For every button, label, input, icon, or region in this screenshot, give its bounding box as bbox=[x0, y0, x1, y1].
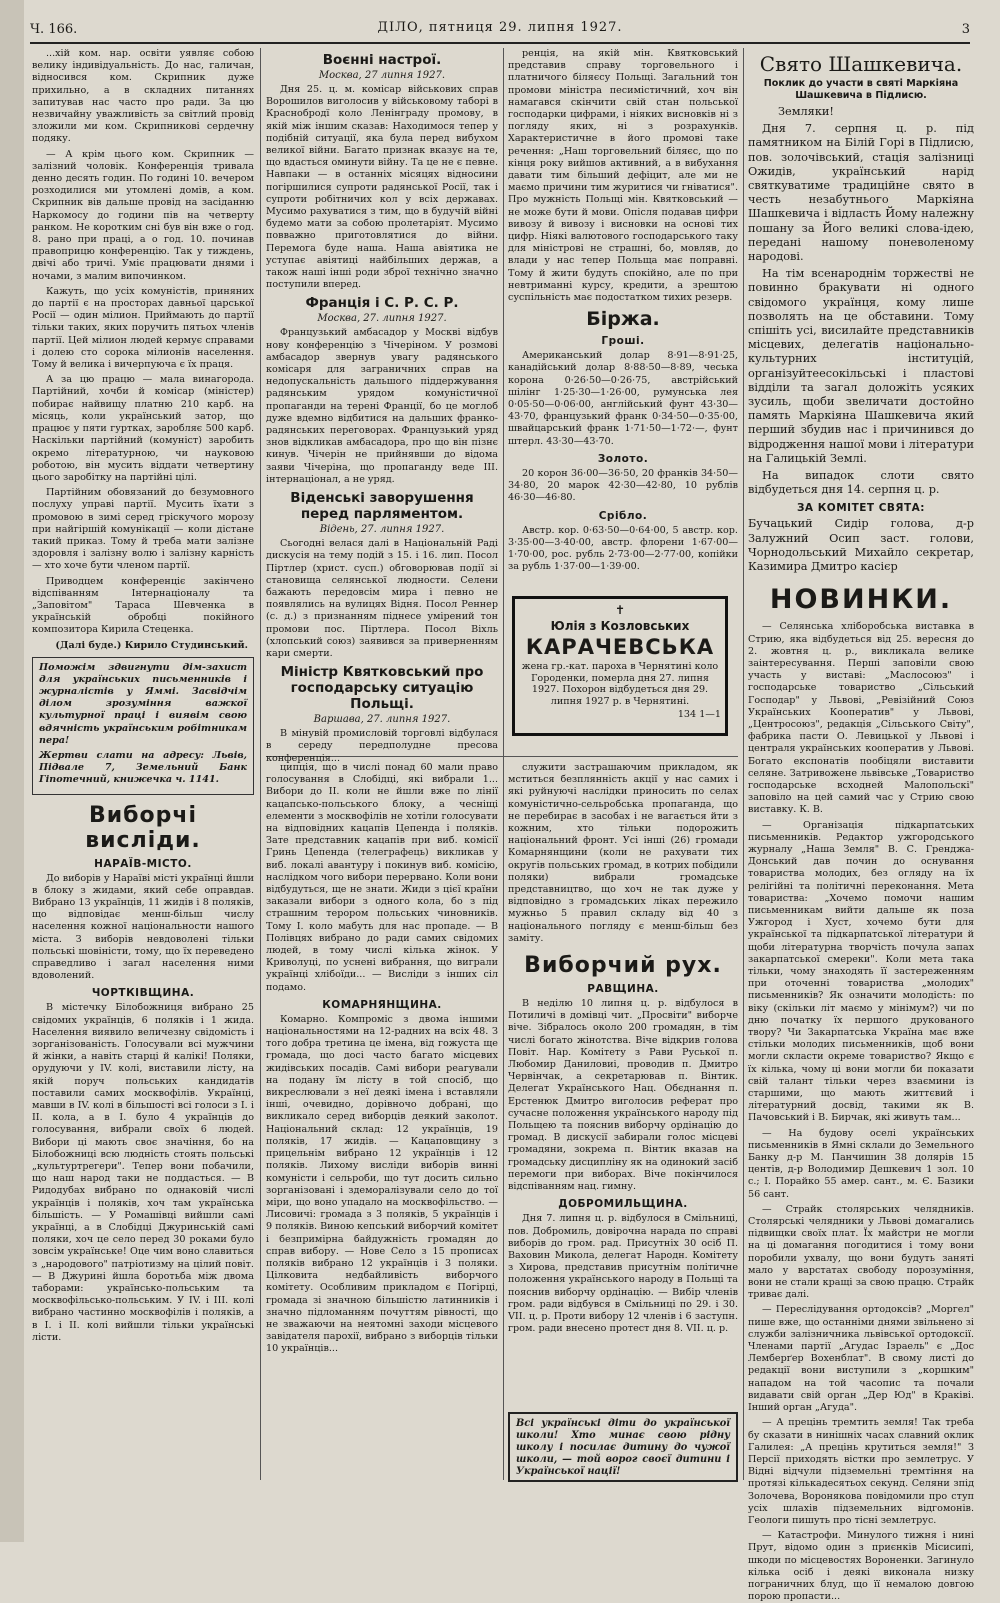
article-text: ципція, що в числі понад 60 мали право голосування в Слобідці, які вибрали 1... Вибори до II. коли не йшли вже по лінії кацапсько-польського блоку, а чесніщі елементи з москвофілів не хотіли голосувати на відповідних кацапів Цепенда і поляків. Зате представник кацапів при виб. комісії Гринь Цепенда (телеграфець) викликав у виб. локалі авантуру і покинув виб. комісію, наслідком чого вибори перервано. Коли вони відбудуться, ще не знати. Жиди з цієї країни заказали вибори з одного кола, бо з під страшним терором польських чиновників. Тому I. коло мабуть для нас пропаде. — В Полівцях вибрано до ради самих свідомих людей, в тому числі кілька жінок. У Криволуці, по уснені вибрання, що виграли українці хлібоїди... — Висліди з інших сіл подамо. bbox=[266, 762, 498, 993]
subhead-gold: Золото. bbox=[597, 452, 649, 465]
column-rule bbox=[743, 48, 744, 1480]
article-text: Французький амбасадор у Москві відбув нову конференцію з Чічеріном. У розмові амбасадор звернув увагу радянського комісаря для заграничних справ на недопускальність дальшого піддержування радянським урядом комуністичної пропаганди на терені Франції, бо це моглоб дуже вдемно відбитися на дальших франко-радянських переговорах. Французький уряд знов відкликав амбасадора, про що він пізнє кинув. Чічерін не прийнявши до відома заяви Чічеріна, що пропаганду веде III. інтернаціонал, а не уряд. bbox=[266, 327, 498, 485]
subhead-money: Гроші. bbox=[601, 335, 645, 348]
subhead-komarno: КОМАРНЯНЩИНА. bbox=[322, 998, 442, 1011]
article-text: В неділю 10 липня ц. р. відбулося в Потиличі в домівці чит. „Просвіти" виборче віче. Зібралось около 200 громадян, в тім числі богато жінотства. Віче відкрив голова Повіт. Нар. Комітету з Рави Руської п. Любомир Даниловиі, проводив п. Дмитро Червінчак, а секретарював п. Вінтик. Делегат Українського Нац. Обєднання п. Ерстенюк Дмитро виголосив реферат про сучасне положення українського народу під Польщею та пояснив виборчу ордінацію до громад. В дискусії забирали голос місцеві громадяни, зокрема п. Вінтик вказав на громадську дисципліну як на одинокий засіб перемоги при виборах. Віче покінчилося відспіванням нац. гимну. bbox=[508, 998, 738, 1193]
exchange-rates-money: Американський долар 8·91—8·91·25, канадійський долар 8·88·50—8·89, чеська корона 0·26·50—0·26·75, австрійський шілінг 1·25·30—1·26·00, румунська лея 0·05·50—0·06·00, англійський фунт 43·30—43·70, французький франк 0·34·50—0·35·00, швайцарський франк 1·71·50—1·72·—, фунт штерл. 43·30—43·70. bbox=[508, 350, 738, 447]
committee-members: Бучацький Сидір голова, д-р Залужний Осип заст. голови, Чорнодольський Михайло секретар, Казимира Дмитро касієр bbox=[748, 517, 974, 574]
page-number: 3 bbox=[961, 22, 970, 37]
obituary-surname: КАРАЧЕВСЬКА bbox=[525, 635, 715, 659]
subhead-narayiv: НАРАЇВ-МІСТО. bbox=[94, 857, 192, 870]
exchange-rates-silver: Австр. кор. 0·63·50—0·64·00, 5 австр. кор. 3·35·00—3·40·00, австр. флорени 1·67·00—1·70·00, рос. рубль 2·73·00—2·77·00, копійки за рубль 1·37·00—1·39·00. bbox=[508, 524, 738, 573]
article-text: А за цю працю — мала винагорода. Партійний, хочби й комісар (міністер) побирає найвищу платню 210 карб. на місяць, коли український затор, що працює у пяти гуртках, заробляє 500 карб. Наскільки партійний (комуніст) заробить окремо літературною, чи науковою роботою, він мусить віддати четвертину цього заробітку на партійні цілі. bbox=[32, 374, 254, 483]
headline-shashkevych-feast: Свято Шашкевича. bbox=[759, 52, 963, 76]
appeal-box bbox=[32, 657, 254, 795]
column-rule bbox=[260, 48, 261, 1480]
article-text: В містечку Білобожниця вибрано 25 свідомих українців, 6 поляків і 1 жида. Населення виявило величезну свідомість і зорганізованість. Голосували всі мужчини й жінки, а навіть старці й калікі! Поляки, орудуючи у IV. колі, виставили лісту, на якій поруч польських кандидатів поставили самих москвофілів. Українці, мавши в IV. колі в більшості всі голоси з I. і II. кола, а в I. було 4 українців до голосування, вибрали своїх 6 людей. Вибори ці мають своє значіння, бо на Білобожниці всю людність стоять польські „культуртрегери". Тепер вони побачили, що наш народ таки не поддасться. — В Ридодубах вибрано по однаковій числі українців і поляків, хоч там українська більшість. — У Ромашівці вийшли самі українці, а в Слобідці Джуринській самі поляки, хоч це село перед 30 роками було зовсім українське! Оце чим воно славиться з „народового" патріотизму на цілий повіт. — В Джурині йшла боротьба між двома таборами: українсько-польським та москвофільсько-польським. У IV. і III. колі вибрано частинно москвофілів і поляків, а в I. і II. колі вийшли тільки українські лісти. bbox=[32, 1002, 254, 1343]
obituary-maiden-name: Юлія з Козловських bbox=[550, 619, 690, 633]
headline-news: НОВИНКИ. bbox=[769, 584, 953, 616]
article-text: ренція, на якій мін. Квятковський представив справу торговельного і платничого біляєсу Польщі. Загальний тон промови міністра песимістичний, хоч він намагався скінчити свій стан польської господарки цифрами, і ніяких висновків ні з погляду яких, ні з розрахунків. Характеристичне в його промові таке речення: „Наш торговельний біляєс, що по кінця року вийшов активний, а в вибухання давати тим більший дефіцит, але ми не маємо причини тим журитися чи гніватися". Про мужність Польщі мін. Квятковський — не може бути й мови. Опісля подавав цифри вивозу й вивозу і висновки на основі тих цифр. Ніякі валютового господарського таку для міністрові не страшні, бо, мовляв, до влади у нас тепер Польща має поправні. Тому й жити будуть спокійно, але по при невтриманні курсу, кредити, а зрештою суспільність має подостатком тихих резерв. bbox=[508, 48, 738, 304]
article-text: Дня 7. серпня ц. р. під памятником на Білій Горі в Підлисю, пов. золочівський, стація залізниці Ожидів, український нарід святкуватиме традиційне свято в честь незабутнього Маркіяна Шашкевича і відласть Йому належну пошану за Його великі слова-ідею, передані нашому поневоленому народові. bbox=[748, 122, 974, 264]
appeal-text: Поможім здвигнути дім-захист для українських письменників і журналістів у Яммі. Засвідчім ділом зрозуміння важкої культурної праці і виявім свою вдячність українським робітникам пера! bbox=[39, 661, 247, 746]
headline-france-ussr: Франція і С. Р. С. Р. bbox=[305, 295, 459, 312]
news-item: — На будову оселі українських письменників в Ямні склали до Земельного Банку д-р М. Панчишин 38 долярів 15 центів, д-р Володимир Дешкевич 1 зол. 10 с.; І. Порайко 55 амер. сант., м. Є. Базики 56 сант. bbox=[748, 1127, 974, 1200]
headline-election-movement: Виборчий рух. bbox=[524, 953, 722, 979]
paper-title-date: ДІЛО, пятниця 29. липня 1927. bbox=[377, 20, 623, 35]
article-text: В мінувій промисловій торговлі відбулася в середу передполудне пресова конференція... bbox=[266, 728, 498, 764]
article-text: На випадок слоти свято відбудеться дня 14. серпня ц. р. bbox=[748, 469, 974, 497]
news-item: — А прецінь тремтить земля! Так треба бу сказати в нинішніх часах славний оклик Галилея: „А прецінь крутиться земля!" З Персії приходять вістки про землетрус. У Відні відчули підземельні тремтіння на протязі кількадесятьох секунд. Селяни зпід Золочева, Воронякова повідомили про ступ усіх шлахів підземельних відгомонів. Геологи пишуть про тісні землетрус. bbox=[748, 1417, 974, 1526]
dateline: Відень, 27. липня 1927. bbox=[319, 524, 445, 536]
obituary-text: жена гр.-кат. пароха в Чернятині коло Городенки, померла дня 27. липня 1927. Похорон відбудеться дня 29. липня 1927 р. в Чернятині. bbox=[521, 661, 719, 707]
article-text: На тім всенароднім торжестві не повинно бракувати ні одного свідомого українця, кому лише позволять на це обставини. Тому спішіть усі, висилайте представників місцевих, делегатів національно-культурних інституцій, організуйтеесокільські і пластові відділи та загал доложіть усяких зусиль, щоби звеличати достойно память Маркіяна Шашкевича який перший збудив нас і причинився до відродження нашої мови і літератури на Галицькій Землі. bbox=[748, 267, 974, 465]
subhead-dobromyl: ДОБРОМИЛЬЩИНА. bbox=[558, 1198, 688, 1211]
masthead bbox=[30, 18, 970, 44]
article-text: Дня 25. ц. м. комісар військових справ Ворошилов виголосив у військовому таборі в Краснобродї коло Ленінграду промову, в якій між іншим сказав: Находимося тепер у подібній ситуації, яка була перед вибухом великої війни. Багато признак вказує на те, що вдасться оминути війну. Та це не є певне. Навпаки — в останніх місяцях відносини погіршилися супроти радянської Росії, так і супроти робітничих кол у всіх державах. Мусимо рахуватися з тим, що в будучій війні будемо мати за собою пролетаріят. Мусимо повважно приготовлятися до війни. Перемога буде наша. Наша авіятика не уступає авіятиці найбільших держав, а також наші інші роди зброї технічно значно поступили вперед. bbox=[266, 84, 498, 291]
cross-icon: ✝ bbox=[614, 603, 626, 617]
article-text: Кажуть, що усіх комуністів, приняних до партії є на просторах давньої царської Росії — один мілион. Приймають до партії тільки таких, яких поручить пятьох членів партії. Цей мілион людей кермує справами і долею сто сорока мілионів населення. Тому й велика і вичерпуюча є їх праця. bbox=[32, 285, 254, 371]
news-item: — Переслідування ортодоксів? „Моргел" пише вже, що останніми днями звільнено зі служби залізничника львівської ортодоксії. Членами партії „Агудас Ізраель" є „Дос Лемберґер Вохенблат". В свому листі до редакції вони виступили з „коршким" нападом на той часопис та почали видавати свій орган „Дер Юд" в Краківі. Інший орган „Агуда". bbox=[748, 1304, 974, 1414]
headline-war-moods: Воєнні настрої. bbox=[322, 52, 442, 68]
article-signature: (Далі буде.) Кирило Студинський. bbox=[55, 639, 248, 651]
appeal-address: Жертви слати на адресу: Львів, Підвале 7, Земельний Банк Гіпотечний, книжечка ч. 1141. bbox=[39, 749, 247, 786]
dateline: Москва, 27 липня 1927. bbox=[318, 70, 446, 81]
headline-exchange: Біржа. bbox=[586, 308, 660, 331]
news-item: — Страйк столярських челядників. Столярські челядники у Львові домагались підвищки своїх плат. Їх майстри не могли на ці домагання погодитися і тому вони поробили ухвалу, що вони будуть заняті мало у варстатах свободу порозуміння, вони не стали кращі за свою працю. Страйк триває далі. bbox=[748, 1203, 974, 1301]
column-2 bbox=[266, 48, 498, 764]
headline-election-results: Виборчі висліди. bbox=[85, 802, 201, 853]
article-text: Партійним обовязаний до безумовного послуху управі партії. Мусить їхати з промовою в зимі серед гріскучого морозу при найгіршій комунікації — коли дістане такий приказ. Тому й треба мати залізне здоровля і залізну волю і залізну карність — хто хоче бути членом партії. bbox=[32, 487, 254, 572]
dateline: Москва, 27. липня 1927. bbox=[317, 313, 447, 325]
subhead-silver: Срібло. bbox=[598, 509, 648, 522]
dateline: Варшава, 27. липня 1927. bbox=[313, 714, 451, 726]
article-text: — А крім цього ком. Скрипник — залізний чоловік. Конференція тривала денно десять годин. По годині 10. вечером розходилися ми утомлені домів, а ком. Скрипник вів дальше провід на засіданню Наркомосу до години пів на четверту ранком. Не коротким сні був він вже о год. 8. рано при праці, а о год. 10. починав правоприцю конференцію. Так у тиждень, двічі або тричі. Уміє працювати днями і ночами, з малим випочинком. bbox=[32, 148, 254, 282]
issue-number: Ч. 166. bbox=[30, 22, 78, 37]
news-item: — Селянська хліборобська виставка в Стрию, яка відбудеться від 25. вересня до 2. жовтня ц. р., викликала велике заінтересування. Перші заповіли свою участь у виставі: „Маслосоюз" і господарське товариство „Сільський Господар" у Львові, „Ревізійний Союз Українських Кооператив" у Львові, „Центросоюз", редакція „Сільського Світу", фабрика пасти О. Левицької у Львові і централя українських кооператив у Львові. Богато експонатів пообіцяли виставити селяне. Затривожене львівське „Товариство господарське всходней Малопольскі" заповіло на цей самий час у Стрию свою виставку. К. В. bbox=[748, 621, 974, 816]
article-text: Сьогодні велася далі в Національній Раді дискусія на тему подій з 15. і 16. лип. Посол Піртлер (христ. сусп.) обговорював події зі становища селянської людности. Селени бажають передовсім мира і певно не появлялись на вулицях Відня. Посол Реннер (с. д.) з признанням піднесе умірений тон промови пос. Піртлера. Посол Віхль (хлопський союз) заявився за приверненням кари смерти. bbox=[266, 538, 498, 659]
column-1 bbox=[32, 48, 254, 1518]
article-text: ...хій ком. нар. освіти уявляє собою велику індивідуальність. До нас, галичан, відносився ком. Скрипник дуже прихильно, а в складних питаннях запитував нас часто про ради. За цю незвичайну уважливість за світлий провід зложили ми ком. Скрипникові сердечну подяку. bbox=[32, 48, 254, 145]
lower-column-3 bbox=[508, 762, 738, 1478]
lower-middle-block bbox=[266, 762, 738, 1478]
committee-title: ЗА КОМІТЕТ СВЯТА: bbox=[796, 502, 926, 515]
subhead-chortkiv: ЧОРТКІВЩИНА. bbox=[91, 987, 195, 1000]
schools-appeal-text: Всі українські діти до української школи! Хто минає свою рідну школу і посилає дитину до чужої школи, — той ворог своєї дитини і Української нації! bbox=[516, 1418, 730, 1477]
news-item: — Катастрофи. Минулого тижня і нині Прут, відомо один з приєнків Місисипі, шкоди по місцевостях Вороненки. Загинуло кілька осіб і деякі виконала низку пограничних блуд, що її немалою довгою порою пропасти... bbox=[748, 1530, 974, 1603]
news-item: — Організація підкарпатських письменників. Редактор ужгородського журналу „Наша Земля" В. С. Гренджа-Донський дав почин до оснування товариства молодих, без огляду на їх релігійні та політичні переконання. Мета товариства: „Хочемо помочи нашим письменникам вийти дальше як поза Ужгород і Хуст, хочемо бути для української та підкарпатської літератури й щоби літературна творчість почула запах закарпатської смереки". Коли мета така тільки, чому знаходять її застереженням при оточенні товариства „молодих" письменників? Як означити молодість: по віку (скільки літ маємо у мінімум?) чи по дню початку їх першого друкованого твору? Чи Закарпатська Україна має вже стільки молодих письменників, щоб вони могли скласти окреме товариство? Якщо є їх кілька, чому ці вони могли би показати свій талант тільки через взаємини із старшими, що мають життєвий і літературний досвід, такими як В. Пачовський і В. Бирчак, які живуть там... bbox=[748, 819, 974, 1124]
column-4 bbox=[748, 48, 974, 1603]
subhead-feast-call: Поклик до участи в святі Маркіяна Шашкевича в Підлисю. bbox=[763, 78, 959, 101]
article-text: Комарно. Компроміс з двома іншими національностями на 12-радних на всіх 48. З того добра третина це імена, від гожуста ще громада, що досі часто багато місцевих жидівських посадів. Самі вибори реагували на подану їм лісту в той спосіб, що викреслювали з неї деякі імена і вставляли інші, очевидно, дорівночо добрані, що викликало серед виборців деякий заколот. Національний склад: 12 українців, 19 поляків, 17 жидів. — Кацаповщину з прицельнім вибрано 12 українців і 12 поляків. Лихому висліди виборів винні комуністи і сельроби, що тут досить сильно зорганізовані і здеморалізували село до тої міри, що воно упадало на москвофільство. — Лисовичі: громада з 3 поляків, 5 українців і 9 поляків. Виною кепський виборчий комітет і безпримірна байдужність громадян до справ вибору. — Нове Село з 15 прописах поляків вибрано 12 українців і 3 поляки. Цілковита недбайливість виборчого комітету. Особливим прикладом є Погірці, громада зі значною більшістю латинників і значно підломанням почуттям рівності, що не зважаючи на неятомні заходи місцевого завідателя парохії, вибрано з виборців тільки 10 українців... bbox=[266, 1013, 498, 1355]
lower-column-2 bbox=[266, 762, 498, 1478]
schools-appeal-box bbox=[508, 1412, 738, 1482]
page-edge-shadow bbox=[0, 0, 24, 1542]
article-text: Приводцем конференціє закінчено відспіванням Інтернаціоналу та „Заповітом" Тараса Шевченка в українській обробці покійного композитора Кирила Стеценка. bbox=[32, 575, 254, 636]
subhead-rava: РАВЩИНА. bbox=[587, 983, 659, 996]
article-text: служити застрашаючим прикладом, як мститься безплянність акції у нас самих і які руйнуючі наслідки приносить по селах комуністично-сельробська пропаганда, що не перебирає в засобах і не вагається йти з кожним, хто тільки подорожить національний фронт. Усі інші (26) громади Комарнянщини (коли не рахувати тих округів польських громад, в котрих побідили поляки) вибрали громадське представництво, що хоч не так дуже у відповідно з громадських ліках пережило мужньо 5 правил складу від 40 з національного погляду є менш-більш без заміту. bbox=[508, 762, 738, 944]
exchange-rates-gold: 20 корон 36·00—36·50, 20 франків 34·50—34·80, 20 марок 42·30—42·80, 10 рублів 46·30—46·80. bbox=[508, 467, 738, 504]
headline-vienna-unrest: Віденські заворушення перед парляментом. bbox=[290, 490, 474, 523]
article-text: До виборів у Нараїві місті українці йшли в блоку з жидами, який себе оправдав. Вибрано 13 українців, 11 жидів і 8 поляків, що відповідає менш-більш числу населення кожної національности нашого міста. З виборів невдоволені тільки польські шовіністи, тому, що їх переведено справедливо і загал населення ними вдоволений. bbox=[32, 872, 254, 982]
obituary-code: 134 1—1 bbox=[677, 709, 721, 720]
headline-minister-kwiatkowski: Міністр Квятковський про господарську ситуацію Польщі. bbox=[280, 664, 484, 713]
obituary-notice bbox=[512, 596, 728, 736]
greeting: Земляки! bbox=[778, 105, 834, 118]
article-text: Дня 7. липня ц. р. відбулося в Смільниці, пов. Добромиль, довірочна нарада по справі виборів до гром. рад. Присутніх 30 осіб П. Ваховин Микола, делегат Народн. Комітету з Хирова, представив присутнім політичне положення українського народу в Польщі та пояснив виборчу ордінацію. — Вибір членів гром. ради відбувся в Смільниці по 29. і 30. VII. ц. р. Проти вибору 12 членів і 6 заступн. гром. ради внесено протест дня 8. VII. ц. р. bbox=[508, 1213, 738, 1335]
